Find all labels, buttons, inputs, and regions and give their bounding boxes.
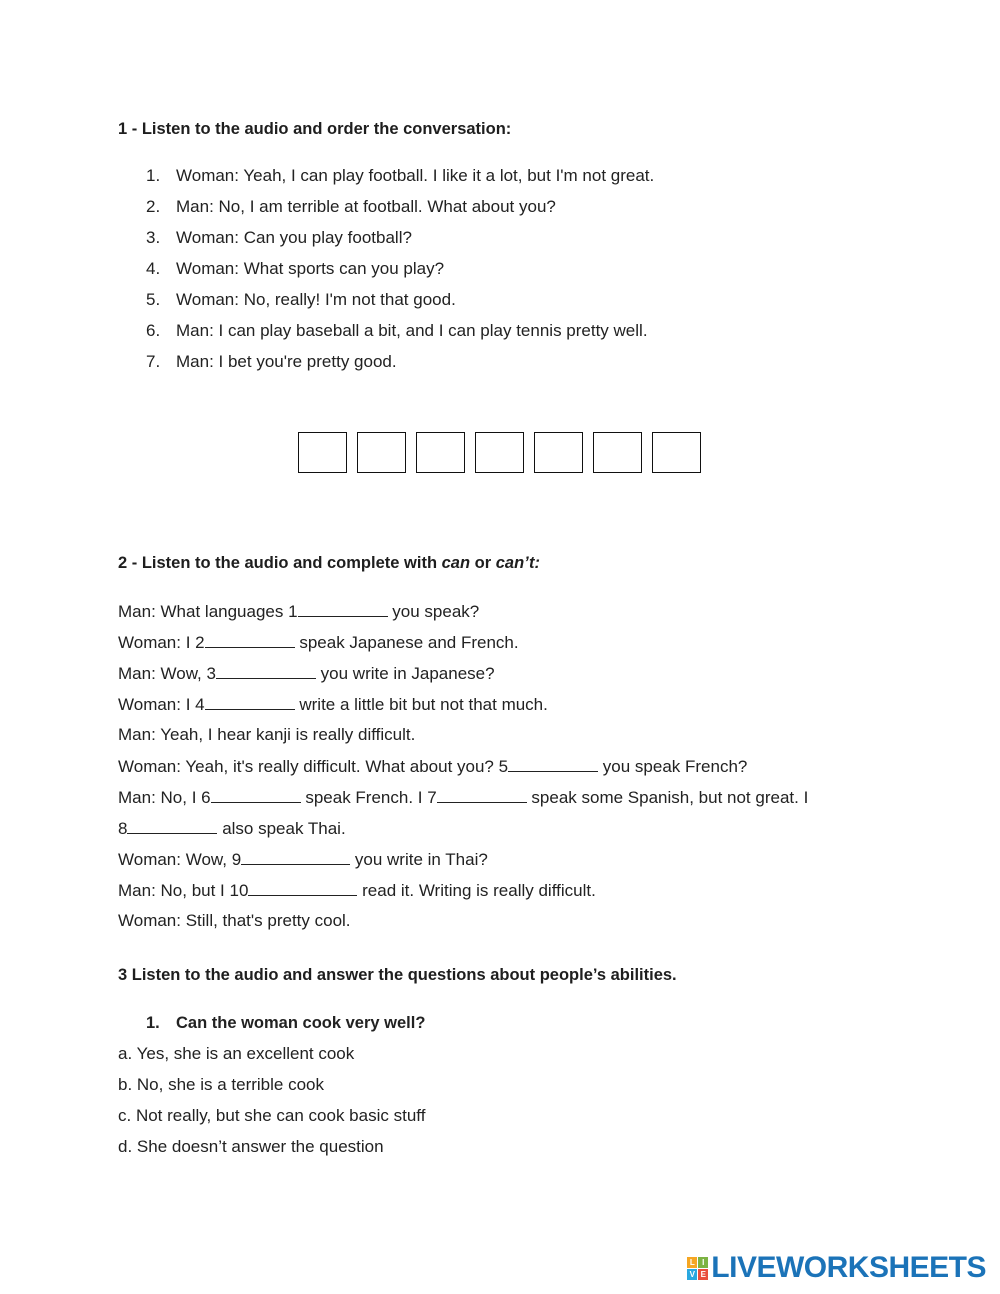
answer-box-1[interactable] [298,432,347,473]
line-text: you speak French? [598,757,748,776]
answer-box-6[interactable] [593,432,642,473]
dialogue-line [118,632,808,663]
heading-cant: can’t: [495,554,541,572]
line-text: Man: No, but I 10 [118,881,249,900]
question-number: 1. [146,1014,160,1032]
line-text: also speak Thai. [217,819,346,838]
dialogue-line [118,880,808,911]
line-text: you write in Japanese? [315,664,495,683]
answer-box-4[interactable] [475,432,524,473]
answer-box-2[interactable] [357,432,406,473]
section-2-heading [118,554,540,573]
heading-can: can [441,554,471,572]
line-text: you speak? [387,602,480,621]
item-text: Woman: What sports can you play? [176,259,445,278]
list-item [146,228,654,259]
dialogue-line [118,849,808,880]
list-item [146,352,654,383]
item-number: 2. [146,197,161,216]
list-item [146,321,654,352]
logo-tile: I [698,1257,708,1268]
blank-10[interactable] [248,880,357,896]
line-text: speak some Spanish, but not great. I [526,788,809,807]
item-text: Man: I bet you're pretty good. [176,352,397,371]
line-text: Woman: Yeah, it's really difficult. What about you? 5 [118,757,509,776]
section-1-heading: 1 - Listen to the audio and order the conversation: [118,120,512,138]
line-text: Man: Yeah, I hear kanji is really difficult. [118,725,416,744]
item-text: Woman: Yeah, I can play football. I like it a lot, but I'm not great. [176,166,655,185]
line-text: 8 [118,819,128,838]
question-text: Can the woman cook very well? [176,1014,426,1032]
line-text: write a little bit but not that much. [294,695,548,714]
option-a[interactable]: a. Yes, she is an excellent cook [118,1044,355,1063]
line-text: Man: Wow, 3 [118,664,216,683]
dialogue-line [118,694,808,725]
logo-tile: L [687,1257,697,1268]
list-item [146,290,654,321]
blank-1[interactable] [298,601,388,617]
dialogue [118,601,808,942]
question-1 [146,1013,425,1033]
line-text: Woman: Wow, 9 [118,850,242,869]
blank-2[interactable] [205,632,295,648]
item-text: Woman: No, really! I'm not that good. [176,290,456,309]
order-answer-boxes [298,432,701,473]
blank-5[interactable] [508,756,598,772]
option-c[interactable]: c. Not really, but she can cook basic stuff [118,1106,426,1125]
line-text: you write in Thai? [350,850,488,869]
heading-text: 2 - Listen to the audio and complete with [118,554,442,572]
list-item [146,166,654,197]
answer-box-5[interactable] [534,432,583,473]
item-text: Man: I can play baseball a bit, and I can play tennis pretty well. [176,321,648,340]
blank-9[interactable] [241,849,350,865]
blank-3[interactable] [216,663,316,679]
line-text: Woman: I 2 [118,633,205,652]
line-text: speak Japanese and French. [294,633,519,652]
item-text: Man: No, I am terrible at football. What about you? [176,197,556,216]
option-b[interactable]: b. No, she is a terrible cook [118,1075,324,1094]
dialogue-line [118,601,808,632]
conversation-list [146,166,654,383]
dialogue-line [118,756,808,787]
dialogue-line [118,787,808,818]
item-number: 5. [146,290,161,309]
line-text: read it. Writing is really difficult. [357,881,596,900]
blank-8[interactable] [127,818,217,834]
line-text: Woman: I 4 [118,695,205,714]
logo-tiles-icon [687,1257,708,1280]
dialogue-line [118,663,808,694]
dialogue-line [118,818,808,849]
line-text: Man: No, I 6 [118,788,211,807]
item-text: Woman: Can you play football? [176,228,412,247]
section-3-heading: 3 Listen to the audio and answer the questions about people’s abilities. [118,966,677,984]
item-number: 3. [146,228,161,247]
line-text: Man: What languages 1 [118,602,298,621]
list-item [146,197,654,228]
blank-6[interactable] [211,787,301,803]
line-text: Woman: Still, that's pretty cool. [118,911,351,930]
line-text: speak French. I 7 [300,788,437,807]
list-item [146,259,654,290]
option-d[interactable]: d. She doesn’t answer the question [118,1137,384,1156]
logo-tile: E [698,1269,708,1280]
dialogue-line [118,725,808,756]
heading-or: or [470,554,496,572]
blank-7[interactable] [437,787,527,803]
logo-text: LIVEWORKSHEETS [711,1251,986,1284]
answer-box-7[interactable] [652,432,701,473]
item-number: 6. [146,321,161,340]
blank-4[interactable] [205,694,295,710]
answer-box-3[interactable] [416,432,465,473]
item-number: 1. [146,166,161,185]
item-number: 7. [146,352,161,371]
logo-tile: V [687,1269,697,1280]
liveworksheets-logo [687,1251,986,1285]
dialogue-line [118,911,808,942]
item-number: 4. [146,259,161,278]
answer-options [118,1044,425,1168]
